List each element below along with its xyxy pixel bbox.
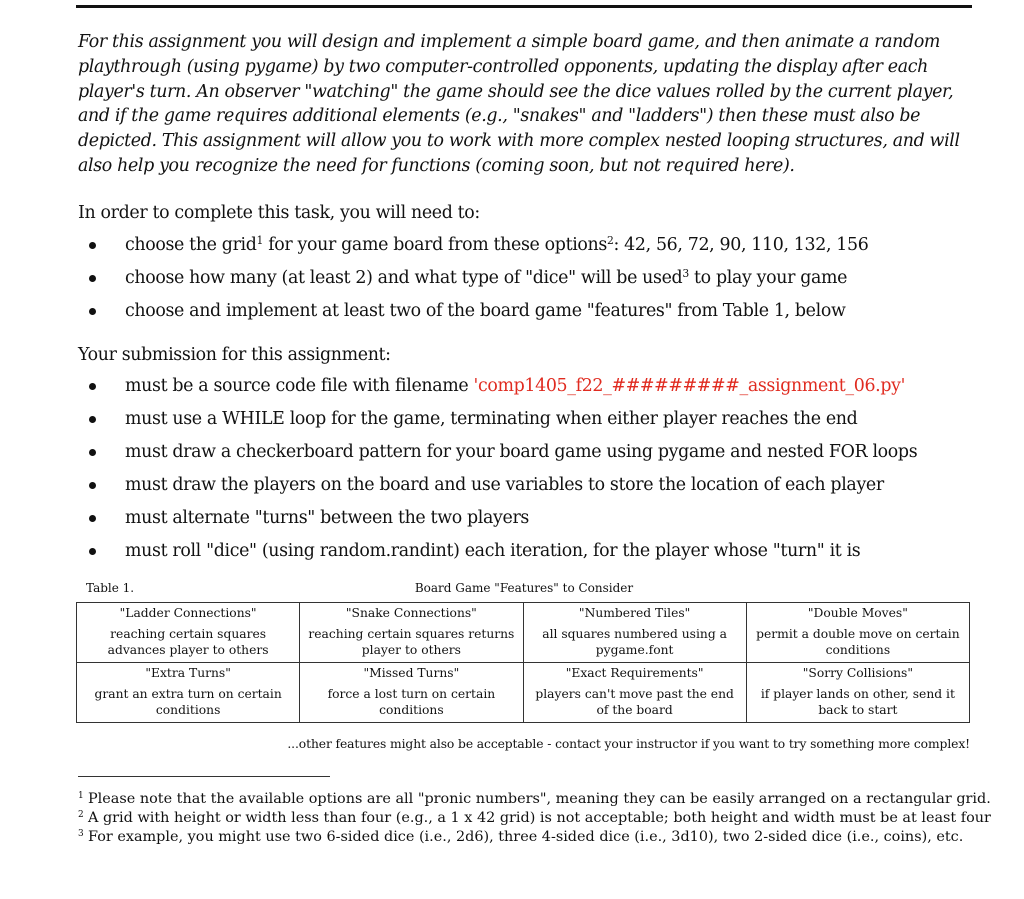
table-cell: "Double Moves" permit a double move on certain conditions xyxy=(746,603,969,663)
table-cell: "Numbered Tiles" all squares numbered using a pygame.font xyxy=(523,603,746,663)
order-list xyxy=(78,233,998,332)
footnote-item: $^1$ Please note that the available options are all "pronic numbers", meaning they can be easily arranged on a rectangular grid. xyxy=(78,791,991,807)
footnote-item: $^2$ A grid with height or width less than four (e.g., a 1 x 42 grid) is not acceptable; both height and width must be at least four xyxy=(78,810,991,826)
table-label: Table 1. xyxy=(86,581,135,595)
table-cell: "Sorry Collisions" if player lands on other, send it back to start xyxy=(746,663,969,723)
top-rule xyxy=(76,5,972,8)
table-cell: "Exact Requirements" players can't move past the end of the board xyxy=(523,663,746,723)
list-item: must roll "dice" (using random.randint) each iteration, for the player whose "turn" it is xyxy=(78,539,998,572)
list-item: choose the grid$^1$ for your game board from these options$^2$: 42, 56, 72, 90, 110, 132, 156 xyxy=(78,233,998,266)
footnotes xyxy=(78,790,998,847)
order-heading: In order to complete this task, you will need to: xyxy=(78,203,480,223)
list-item: choose how many (at least 2) and what type of "dice" will be used$^3$ to play your game xyxy=(78,266,998,299)
table-cell: "Missed Turns" force a lost turn on certain conditions xyxy=(300,663,523,723)
submission-heading: Your submission for this assignment: xyxy=(78,345,391,365)
table-note: ...other features might also be acceptable - contact your instructor if you want to try something more complex! xyxy=(287,737,970,751)
table-title: Board Game "Features" to Consider xyxy=(414,581,634,595)
table-cell: "Ladder Connections" reaching certain squares advances player to others xyxy=(77,603,300,663)
list-item: choose and implement at least two of the board game "features" from Table 1, below xyxy=(78,299,998,332)
filename-text: 'comp1405_f22_#########_assignment_06.py' xyxy=(473,376,906,396)
list-item: must alternate "turns" between the two players xyxy=(78,506,998,539)
list-item: must be a source code file with filename 'comp1405_f22_#########_assignment_06.py' xyxy=(78,374,998,407)
table-row xyxy=(77,603,970,663)
submission-list xyxy=(78,374,998,572)
table-caption xyxy=(76,581,972,599)
footnote-rule xyxy=(78,776,330,777)
footnote-item: $^3$ For example, you might use two 6-sided dice (i.e., 2d6), three 4-sided dice (i.e., 3d10), two 2-sided dice (i.e., coins), etc. xyxy=(78,829,964,845)
intro-paragraph: For this assignment you will design and implement a simple board game, and then animate a random playthrough (using pygame) by two computer-controlled opponents, updating the display after each player's turn. An observer "watching" the game should see the dice values rolled by the current player, and if the game requires additional elements (e.g., "snakes" and "ladders") then these must also be depicted. This assignment will allow you to work with more complex nested looping structures, and will also help you recognize the need for functions (coming soon, but not required here). xyxy=(78,32,960,176)
table-cell: "Extra Turns" grant an extra turn on certain conditions xyxy=(77,663,300,723)
features-table xyxy=(76,602,970,723)
list-item: must draw a checkerboard pattern for your board game using pygame and nested FOR loops xyxy=(78,440,998,473)
table-cell: "Snake Connections" reaching certain squares returns player to others xyxy=(300,603,523,663)
list-item: must use a WHILE loop for the game, terminating when either player reaches the end xyxy=(78,407,998,440)
table-row xyxy=(77,663,970,723)
list-item: must draw the players on the board and use variables to store the location of each player xyxy=(78,473,998,506)
